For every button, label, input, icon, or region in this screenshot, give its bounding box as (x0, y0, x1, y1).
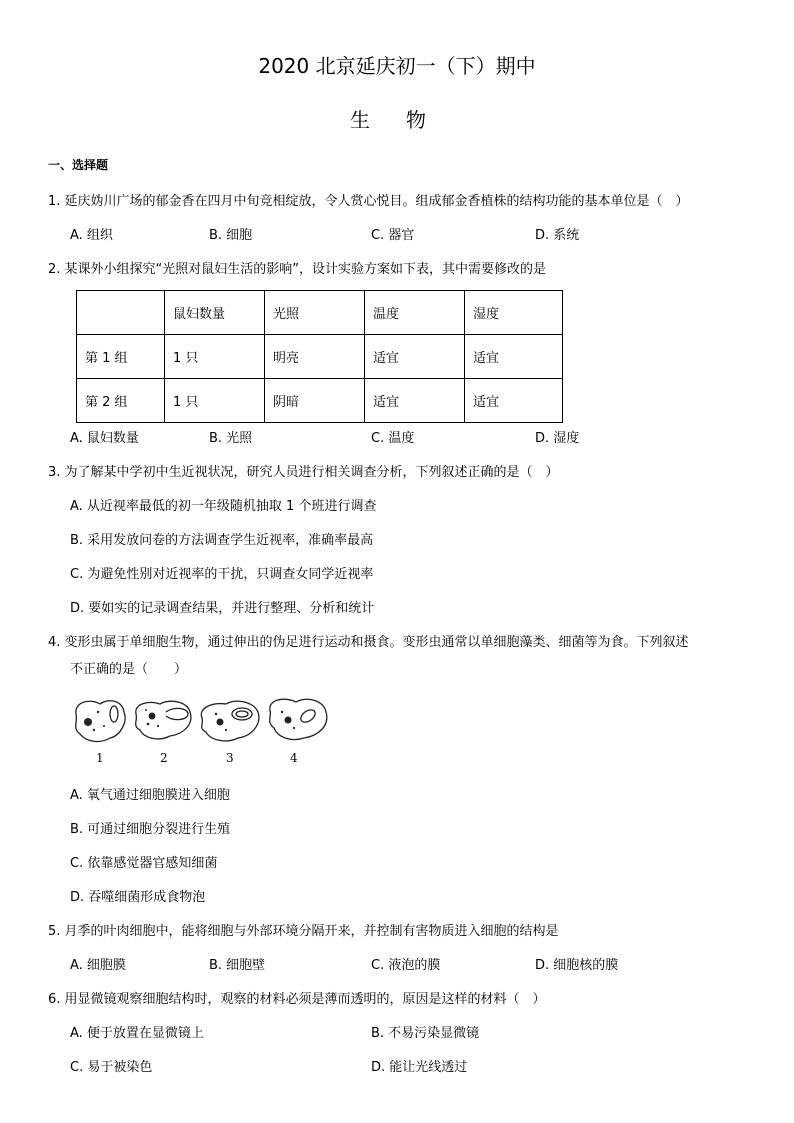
table-header-row (77, 291, 563, 335)
figure-label-4: 4 (290, 751, 298, 765)
q2-option-c: C. 温度 (371, 431, 415, 446)
table-cell: 光照 (265, 291, 365, 335)
q1-option-a: A. 组织 (70, 228, 113, 243)
amoeba-3-body (201, 701, 259, 741)
q1-option-c: C. 器官 (371, 228, 415, 243)
q5-option-d: D. 细胞核的膜 (535, 958, 619, 973)
q6-option-d: D. 能让光线透过 (371, 1060, 468, 1075)
table-cell: 1 只 (165, 379, 265, 423)
q1-option-b: B. 细胞 (209, 228, 253, 243)
q5-option-b: B. 细胞壁 (209, 958, 266, 973)
q4-option-b: B. 可通过细胞分裂进行生殖 (70, 822, 231, 837)
question-6-stem: 6. 用显微镜观察细胞结构时，观察的材料必须是薄而透明的，原因是这样的材料（ ） (48, 992, 546, 1007)
q5-option-c: C. 液泡的膜 (371, 958, 441, 973)
table-cell: 1 只 (165, 335, 265, 379)
q3-option-d: D. 要如实的记录调查结果，并进行整理、分析和统计 (70, 601, 375, 616)
q4-option-c: C. 依靠感觉器官感知细菌 (70, 856, 218, 871)
amoeba-2-body (136, 701, 191, 739)
question-4-stem-line1: 4. 变形虫属于单细胞生物，通过伸出的伪足进行运动和摄食。变形虫通常以单细胞藻类、细菌等为食。下列叙述 (48, 635, 689, 650)
figure-label-3: 3 (226, 751, 234, 765)
table-cell: 鼠妇数量 (165, 291, 265, 335)
q2-option-a: A. 鼠妇数量 (70, 431, 139, 446)
q3-option-c: C. 为避免性别对近视率的干扰，只调查女同学近视率 (70, 567, 374, 582)
q6-option-c: C. 易于被染色 (70, 1060, 153, 1075)
table-cell: 阴暗 (265, 379, 365, 423)
question-3-stem: 3. 为了解某中学初中生近视状况，研究人员进行相关调查分析，下列叙述正确的是（ ） (48, 465, 559, 480)
q2-option-b: B. 光照 (209, 431, 253, 446)
figure-label-2: 2 (160, 751, 168, 765)
table-row (77, 335, 563, 379)
table-cell: 第 1 组 (77, 335, 165, 379)
question-5-stem: 5. 月季的叶肉细胞中，能将细胞与外部环境分隔开来，并控制有害物质进入细胞的结构是 (48, 924, 559, 939)
section-heading: 一、选择题 (48, 158, 109, 172)
amoeba-4-body (270, 699, 327, 739)
table-cell (77, 291, 165, 335)
q4-option-d: D. 吞噬细菌形成食物泡 (70, 890, 206, 905)
table-cell: 适宜 (465, 335, 563, 379)
figure-label-1: 1 (96, 751, 104, 765)
page-title: 2020 北京延庆初一（下）期中 (258, 54, 536, 78)
amoeba-1-body (76, 701, 125, 742)
q6-option-b: B. 不易污染显微镜 (371, 1026, 480, 1041)
table-cell: 第 2 组 (77, 379, 165, 423)
q6-option-a: A. 便于放置在显微镜上 (70, 1026, 204, 1041)
table-cell: 湿度 (465, 291, 563, 335)
q3-option-b: B. 采用发放问卷的方法调查学生近视率，准确率最高 (70, 533, 374, 548)
experiment-table (76, 290, 563, 423)
table-cell: 温度 (365, 291, 465, 335)
amoeba-figure (70, 692, 340, 772)
question-2-stem: 2. 某课外小组探究“光照对鼠妇生活的影响”，设计实验方案如下表，其中需要修改的是 (48, 262, 547, 277)
table-cell: 适宜 (365, 379, 465, 423)
q5-option-a: A. 细胞膜 (70, 958, 126, 973)
q1-option-d: D. 系统 (535, 228, 580, 243)
question-1-stem: 1. 延庆妫川广场的郁金香在四月中旬竞相绽放，令人赏心悦目。组成郁金香植株的结构功能的基本单位是（ ） (48, 194, 689, 209)
subject-title: 生物 (350, 108, 462, 132)
q3-option-a: A. 从近视率最低的初一年级随机抽取 1 个班进行调查 (70, 499, 377, 514)
q2-option-d: D. 湿度 (535, 431, 580, 446)
question-4-stem-line2: 不正确的是（ ） (70, 662, 188, 677)
table-cell: 适宜 (465, 379, 563, 423)
table-cell: 适宜 (365, 335, 465, 379)
table-cell: 明亮 (265, 335, 365, 379)
table-row (77, 379, 563, 423)
q4-option-a: A. 氧气通过细胞膜进入细胞 (70, 788, 230, 803)
